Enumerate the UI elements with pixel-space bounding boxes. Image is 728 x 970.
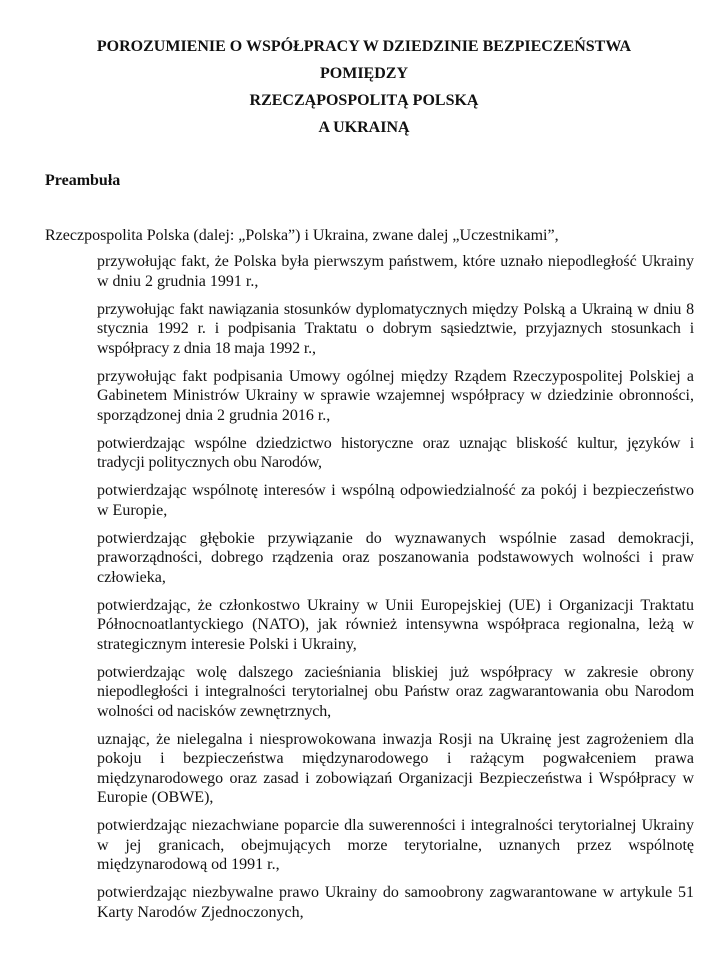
title-line-4: A UKRAINĄ [318, 119, 410, 136]
preamble-clause: potwierdzając niezbywalne prawo Ukrainy do samoobrony zagwarantowane w artykule 51 Karty Narodów Zjednoczonych, [97, 884, 694, 921]
preamble-clause: potwierdzając wolę dalszego zacieśniania bliskiej już współpracy w zakresie obrony niepodległości i integralności terytorialnej obu Państw oraz zagwarantowania obu Narodom wolności od nacisków zewnętrznych, [97, 663, 694, 720]
title-line-2: POMIĘDZY [320, 65, 408, 82]
preamble-clause: potwierdzając głębokie przywiązanie do wyznawanych wspólnie zasad demokracji, praworządności, dobrego rządzenia oraz poszanowania podstawowych wolności i praw człowieka, [97, 529, 694, 586]
preamble-clause: potwierdzając, że członkostwo Ukrainy w Unii Europejskiej (UE) i Organizacji Traktatu Północnoatlantyckiego (NATO), jak również intensywna współpraca regionalna, leżą w strategicznym interesie Polski i Ukrainy, [97, 596, 694, 653]
document-title [0, 33, 728, 141]
preamble-clauses [97, 252, 694, 922]
preamble-clause: uznając, że nielegalna i niesprowokowana inwazja Rosji na Ukrainę jest zagrożeniem dla pokoju i bezpieczeństwa międzynarodowego i rażącym pogwałceniem prawa międzynarodowego oraz zasad i zobowiązań Organizacji Bezpieczeństwa i Współpracy w Europie (OBWE), [97, 730, 694, 806]
preamble-clause: potwierdzając niezachwiane poparcie dla suwerenności i integralności terytorialnej Ukrainy w jej granicach, obejmujących morze terytorialne, uznanych przez wspólnotę międzynarodową od 1991 r., [97, 817, 694, 873]
preamble-clause: przywołując fakt, że Polska była pierwszym państwem, które uznało niepodległość Ukrainy w dniu 2 grudnia 1991 r., [97, 253, 694, 290]
preamble-intro: Rzeczpospolita Polska (dalej: „Polska”) i Ukraina, zwane dalej „Uczestnikami”, [45, 227, 559, 244]
preamble-clause: potwierdzając wspólne dziedzictwo historyczne oraz uznając bliskość kultur, języków i tradycji politycznych obu Narodów, [97, 434, 694, 471]
preamble-clause: przywołując fakt nawiązania stosunków dyplomatycznych między Polską a Ukrainą w dniu 8 stycznia 1992 r. i podpisania Traktatu o dobrym sąsiedztwie, przyjaznych stosunkach i współpracy z dnia 18 maja 1992 r., [97, 300, 694, 357]
preamble-heading: Preambuła [45, 172, 121, 189]
preamble-clause: potwierdzając wspólnotę interesów i wspólną odpowiedzialność za pokój i bezpieczeństwo w Europie, [97, 482, 694, 519]
preamble-clause: przywołując fakt podpisania Umowy ogólnej między Rządem Rzeczypospolitej Polskiej a Gabinetem Ministrów Ukrainy w sprawie wzajemnej współpracy w dziedzinie obronności, sporządzonej dnia 2 grudnia 2016 r., [97, 367, 694, 424]
title-line-1: POROZUMIENIE O WSPÓŁPRACY W DZIEDZINIE BEZPIECZEŃSTWA [96, 38, 632, 55]
title-line-3: RZECZĄPOSPOLITĄ POLSKĄ [249, 92, 479, 109]
